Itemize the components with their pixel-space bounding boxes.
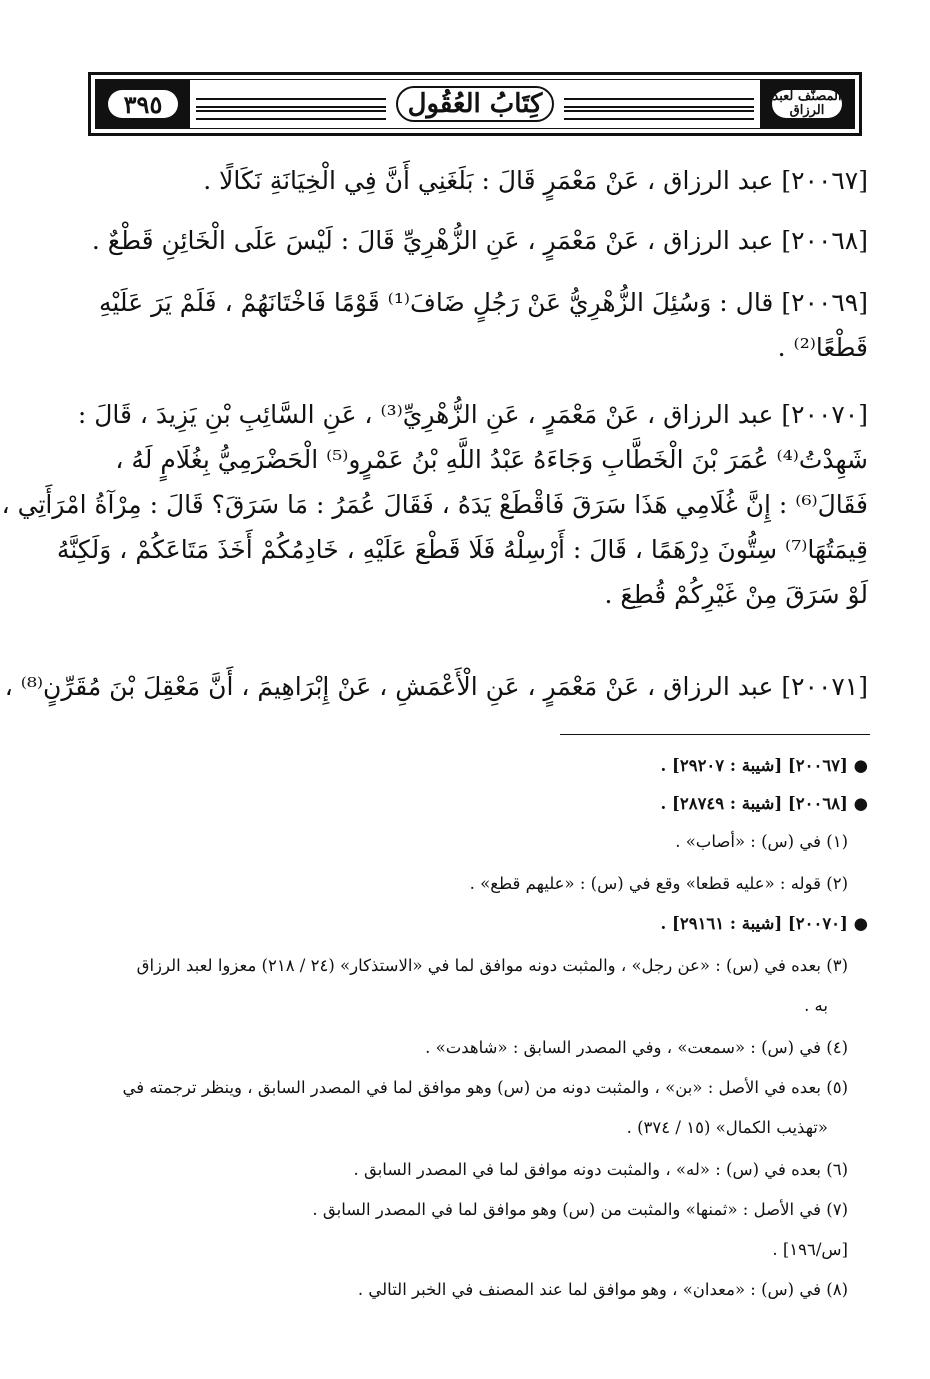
page-number: ٣٩٥ [108, 90, 178, 118]
entry-line: قِيمَتُهَا⁽⁷⁾ سِتُّونَ دِرْهَمًا ، قَالَ : أَرْسِلْهُ فَلَا قَطْعَ عَلَيْهِ ، خَادِمُكُمْ أَخَذَ مَتَاعَكُمْ ، وَلَكِنَّهُ [56, 535, 868, 564]
footnote-source: ● [٢٠٠٦٧] [شيبة : ٢٩٢٠٧] . [660, 756, 868, 775]
hadith-entry [88, 218, 868, 263]
lattice-ornament-right [564, 94, 754, 122]
footnote: (٨) في (س) : «معدان» ، وهو موافق لما عند المصنف في الخبر التالي . [357, 1280, 848, 1299]
chapter-title: كِتَابُ العُقُول [396, 86, 554, 122]
footnote: (٦) بعده في (س) : «له» ، والمثبت دونه موافق لما في المصدر السابق . [353, 1160, 848, 1179]
hadith-entry [88, 158, 868, 203]
entry-line: لَوْ سَرَقَ مِنْ غَيْرِكُمْ قُطِعَ . [604, 580, 868, 609]
footnote-continuation: به . [804, 996, 828, 1015]
footnote-source: ● [٢٠٠٧٠] [شيبة : ٢٩١٦١] . [660, 914, 868, 933]
hadith-entry [88, 280, 868, 370]
book-emblem-text: المصنّف لعبد الرزاق [772, 89, 842, 118]
manuscript-page-marker: [س/١٩٦] . [772, 1240, 848, 1259]
entry-line: [٢٠٠٧١] عبد الرزاق ، عَنْ مَعْمَرٍ ، عَنِ الْأَعْمَشِ ، عَنْ إِبْرَاهِيمَ ، أَنَّ مَعْقِلَ بْنَ مُقَرِّنٍ⁽⁸⁾ ، [4, 672, 868, 701]
entry-line: فَقَالَ⁽⁶⁾ : إِنَّ غُلَامِي هَذَا سَرَقَ فَاقْطَعْ يَدَهُ ، فَقَالَ عُمَرُ : مَا سَرَقَ؟ قَالَ : مِرْآةُ امْرَأَتِي ، [1, 490, 868, 519]
footnote: (٧) في الأصل : «ثمنها» والمثبت من (س) وهو موافق لما في المصدر السابق . [312, 1200, 848, 1219]
footnote-divider [560, 734, 870, 735]
book-emblem [760, 80, 854, 128]
entry-line: [٢٠٠٦٧] عبد الرزاق ، عَنْ مَعْمَرٍ قَالَ : بَلَغَنِي أَنَّ فِي الْخِيَانَةِ نَكَالًا . [203, 166, 868, 195]
page-number-ornament [96, 80, 190, 128]
entry-line: شَهِدْتُ⁽⁴⁾ عُمَرَ بْنَ الْخَطَّابِ وَجَاءَهُ عَبْدُ اللَّهِ بْنُ عَمْرٍو⁽⁵⁾ الْحَضْرَمِيُّ بِغُلَامٍ لَهُ ، [115, 445, 868, 474]
footnote: (٢) قوله : «عليه قطعا» وقع في (س) : «عليهم قطع» . [469, 874, 848, 893]
lattice-ornament-left [196, 94, 386, 122]
footnote: (٣) بعده في (س) : «عن رجل» ، والمثبت دونه موافق لما في «الاستذكار» (٢٤ / ٢١٨) معزوا لعبد الرزاق [136, 956, 848, 975]
footnote: (٥) بعده في الأصل : «بن» ، والمثبت دونه من (س) وهو موافق لما في المصدر السابق ، وينظر ترجمته في [122, 1078, 848, 1097]
footnote-source: ● [٢٠٠٦٨] [شيبة : ٢٨٧٤٩] . [660, 794, 868, 813]
entry-line: [٢٠٠٦٨] عبد الرزاق ، عَنْ مَعْمَرٍ ، عَنِ الزُّهْرِيِّ قَالَ : لَيْسَ عَلَى الْخَائِنِ قَطْعٌ . [91, 226, 868, 255]
hadith-entry [1, 392, 868, 617]
footnote-continuation: «تهذيب الكمال» (١٥ / ٣٧٤) . [626, 1118, 828, 1137]
header-frame [95, 79, 855, 129]
entry-line: قَطْعًا⁽²⁾ . [777, 333, 868, 362]
entry-line: [٢٠٠٦٩] قال : وَسُئِلَ الزُّهْرِيُّ عَنْ رَجُلٍ ضَافَ⁽¹⁾ قَوْمًا فَاخْتَانَهُمْ ، فَلَمْ يَرَ عَلَيْهِ [98, 288, 868, 317]
footnote: (٤) في (س) : «سمعت» ، وفي المصدر السابق : «شاهدت» . [425, 1038, 848, 1057]
page-header [88, 72, 862, 136]
hadith-entry [4, 664, 868, 709]
entry-line: [٢٠٠٧٠] عبد الرزاق ، عَنْ مَعْمَرٍ ، عَنِ الزُّهْرِيِّ⁽³⁾ ، عَنِ السَّائِبِ بْنِ يَزِيدَ ، قَالَ : [77, 400, 868, 429]
footnote: (١) في (س) : «أصاب» . [675, 832, 848, 851]
